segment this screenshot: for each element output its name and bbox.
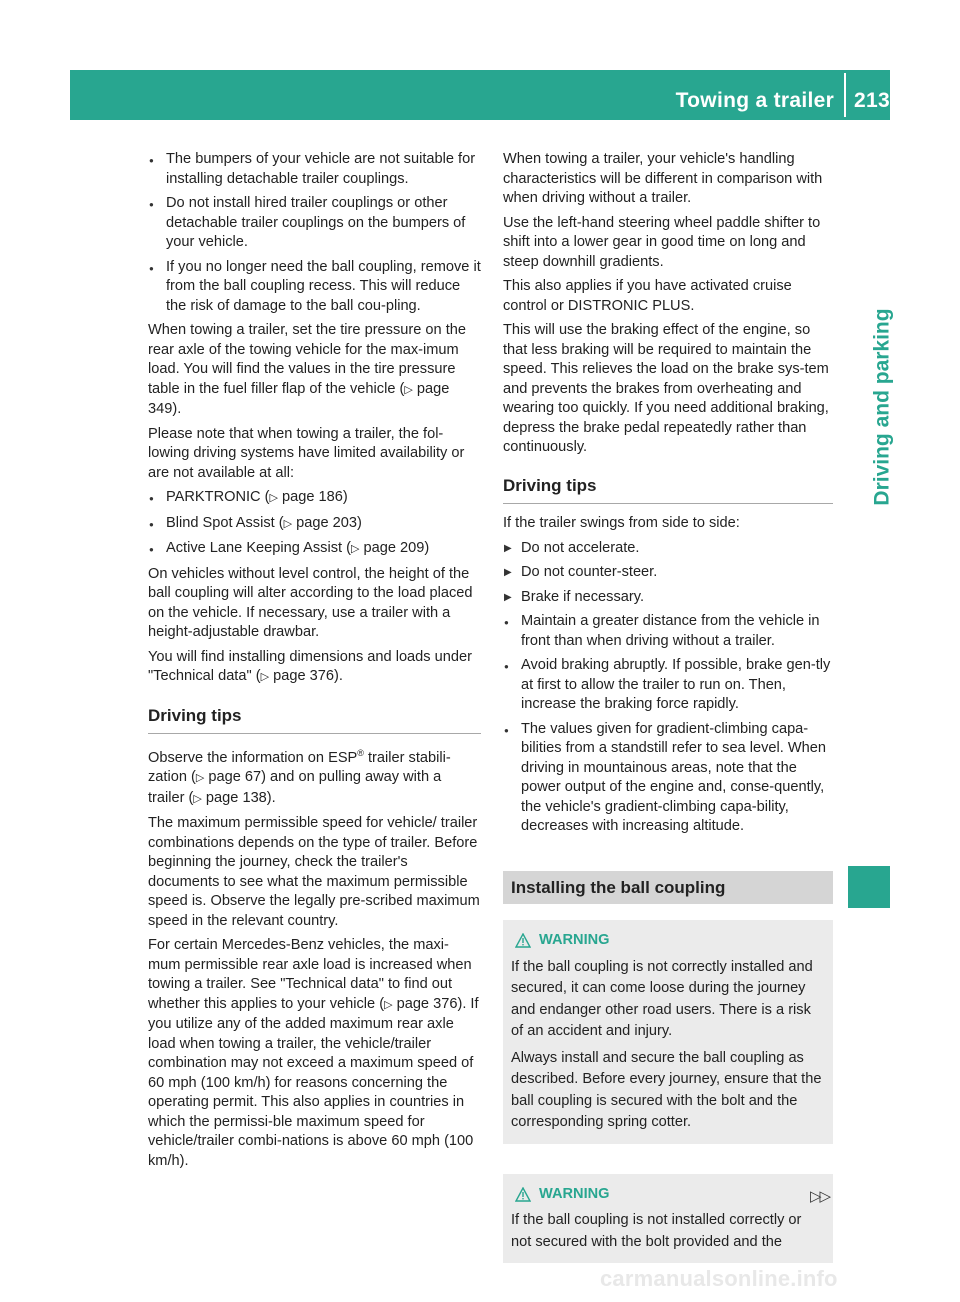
list-item: [148, 514, 481, 535]
page-title: Towing a trailer: [675, 89, 835, 112]
page-ref[interactable]: page 349).: [148, 380, 450, 417]
page-ref-icon: ▷: [269, 492, 278, 504]
page-ref[interactable]: page 209): [359, 540, 430, 556]
handling-paragraph: When towing a trailer, your vehicle's handling characteristics will be different in comparison with when driving without a trailer.: [503, 151, 823, 206]
paddle-paragraph: Use the left-hand steering wheel paddle shifter to shift into a lower gear in good time on long and steep downhill gradients.: [503, 214, 821, 270]
page-ref[interactable]: page 138).: [201, 789, 276, 806]
esp-paragraph: [148, 744, 481, 809]
warning-text: If the ball coupling is not installed correctly or not secured with the bolt provided and the: [511, 1212, 802, 1250]
warning-icon: [515, 1187, 531, 1202]
page-ref[interactable]: page 186): [277, 489, 348, 505]
registered-mark: ®: [357, 748, 364, 758]
level-control-paragraph: On vehicles without level control, the height of the ball coupling will alter according to the load placed on the vehicle. If necessary, use a trailer with a height-adjustable drawbar.: [148, 565, 473, 640]
side-tab-marker: [848, 866, 890, 908]
paragraph-text: You will find installing dimensions and loads under "Technical data" (: [148, 648, 472, 684]
side-tab: [868, 252, 898, 562]
section-heading: Driving tips: [148, 706, 481, 735]
paragraph-text: For certain Mercedes-Benz vehicles, the maxi-mum permissible rear axle load is increased when towing a trailer. See "Technical data" to find out whether this applies to your vehicle (: [148, 937, 472, 1012]
system-name: PARKTRONIC (: [166, 489, 270, 505]
continue-arrows-icon: ▷▷: [810, 1188, 830, 1205]
warning-title: [511, 1184, 825, 1206]
swing-paragraph: If the trailer swings from side to side:: [503, 515, 740, 531]
left-column: [148, 150, 481, 1176]
warning-box: [503, 1174, 833, 1264]
system-name: Blind Spot Assist (: [166, 514, 284, 531]
list-item: ● The bumpers of your vehicle are not suitable for installing detachable trailer couplings.: [148, 150, 481, 189]
page-ref[interactable]: page 203): [292, 514, 362, 531]
warning-text: Always install and secure the ball coupling as described. Before every journey, ensure that the ball coupling is secured with the bolt and the corresponding spring cotter.: [511, 1049, 822, 1130]
section-heading-installing: Installing the ball coupling: [503, 871, 833, 905]
list-item: ● Maintain a greater distance from the vehicle in front than when driving without a trailer.: [503, 612, 833, 651]
page-ref-icon: ▷: [195, 772, 205, 785]
right-column: [503, 150, 833, 1293]
warning-label: WARNING: [539, 1185, 610, 1202]
page-ref-icon: ▷: [350, 543, 360, 555]
header-divider: [844, 73, 846, 117]
page-number: 213: [854, 89, 890, 112]
side-tab-label: Driving and parking: [871, 308, 895, 506]
action-step: ▶ Do not accelerate.: [503, 539, 833, 559]
list-item: ● Avoid braking abruptly. If possible, brake gen-tly at first to allow the trailer to run on. Then, increase the braking force rapidly.: [503, 656, 833, 715]
warning-label: WARNING: [539, 932, 610, 948]
warning-box: [503, 920, 833, 1144]
page-ref-icon: ▷: [404, 383, 413, 396]
rear-axle-paragraph: [148, 936, 481, 1171]
action-step: ▶ Do not counter-steer.: [503, 563, 833, 583]
page-ref-icon: ▷: [283, 517, 293, 530]
braking-paragraph: This will use the braking effect of the engine, so that less braking will be required to maintain the speed. This relieves the load on the brake sys-tem and prevents the brakes from overheating and wearing too quickly. If you need additional braking, depress the brake pedal repeatedly rather than continuously.: [503, 322, 829, 455]
section-heading: Driving tips: [503, 476, 833, 505]
page-ref-icon: ▷: [193, 792, 202, 805]
page-ref[interactable]: page 67) and on pulling away with a trailer (: [148, 769, 442, 806]
list-item: ● If you no longer need the ball coupling, remove it from the ball coupling recess. This will reduce the risk of damage to the ball cou-pling.: [148, 258, 481, 317]
cruise-paragraph: This also applies if you have activated cruise control or DISTRONIC PLUS.: [503, 278, 792, 314]
paragraph-text: When towing a trailer, set the tire pressure on the rear axle of the towing vehicle for the max-imum load. You will find the values in the tire pressure table in the fuel filler flap of the vehicle (: [148, 322, 466, 397]
page-ref-icon: ▷: [384, 998, 393, 1011]
dimensions-paragraph: [148, 648, 481, 688]
list-item: ● Do not install hired trailer couplings or other detachable trailer couplings on the bumpers of your vehicle.: [148, 194, 481, 253]
list-item: [148, 488, 481, 509]
paragraph-text: trailer stabili-zation (: [148, 749, 451, 786]
page-ref[interactable]: page 376).: [269, 668, 343, 684]
page-ref-icon: ▷: [260, 671, 270, 683]
page-ref[interactable]: page 376). If you utilize any of the added maximum rear axle load when towing a trailer, the vehicle/trailer combination may not exceed a maximum speed of 60 mph (100 km/h) for reasons concerning the operating permit. This also applies in countries in which the permissi-ble maximum speed for vehicle/trailer combi-nations is above 60 mph (100 km/h).: [148, 995, 479, 1169]
warning-icon: [515, 933, 531, 948]
max-speed-paragraph: The maximum permissible speed for vehicle/ trailer combinations depends on the type of trailer. Before beginning the journey, check the trailer's documents to see what the maximum permissible speed is. Observe the legally pre-scribed maximum speed in the relevant country.: [148, 815, 480, 929]
warning-title: [511, 930, 825, 952]
system-name: Active Lane Keeping Assist (: [166, 540, 351, 556]
list-item: ● The values given for gradient-climbing capa-bilities from a standstill refer to sea level. When driving in mountainous areas, note that the power output of the engine and, conse-quently, the vehicle's gradient-climbing capa-bility, decreases with increasing altitude.: [503, 720, 833, 837]
paragraph-text: Observe the information on ESP: [148, 749, 358, 766]
watermark: carmanualsonline.info: [600, 1266, 838, 1291]
tire-pressure-paragraph: [148, 321, 481, 420]
warning-text: If the ball coupling is not correctly installed and secured, it can come loose during the journey and endanger other road users. There is a risk of an accident and injury.: [511, 958, 813, 1039]
action-step: ▶ Brake if necessary.: [503, 588, 833, 608]
header: [676, 86, 890, 116]
list-item: [148, 539, 481, 560]
systems-paragraph: Please note that when towing a trailer, the fol-lowing driving systems have limited availability or are not available at all:: [148, 425, 465, 481]
